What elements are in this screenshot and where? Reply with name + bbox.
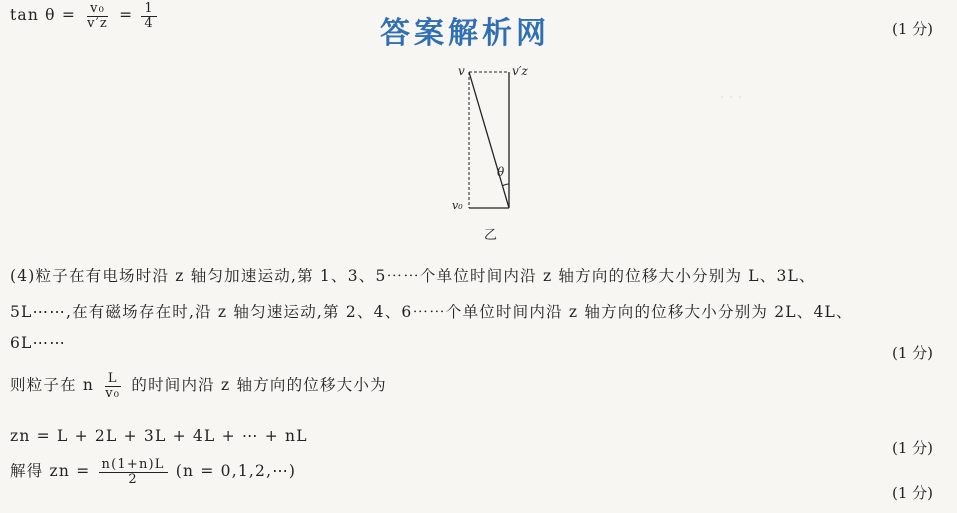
theta-arc	[502, 184, 509, 186]
tan-theta-equation	[10, 2, 159, 30]
label-vz: v′z	[512, 64, 528, 78]
label-theta: θ	[497, 165, 505, 179]
time-fraction	[102, 372, 123, 400]
part4-line-1: (4)粒子在有电场时沿 z 轴匀加速运动,第 1、3、5⋯⋯个单位时间内沿 z 轴方向的位移大小分别为 L、3L、	[10, 267, 816, 285]
score-1: (1 分)	[892, 20, 934, 38]
solution-denominator: 2	[128, 471, 138, 487]
velocity-diagram	[445, 60, 535, 240]
solution-numerator: n(1+n)L	[99, 458, 168, 473]
score-4: (1 分)	[892, 484, 934, 502]
diagram-caption: 乙	[484, 228, 498, 243]
part4-line-2: 5L⋯⋯,在有磁场存在时,沿 z 轴匀速运动,第 2、4、6⋯⋯个单位时间内沿 z 轴方向的位移大小分别为 2L、4L、	[10, 303, 853, 321]
v-vector	[469, 72, 509, 208]
sum-equation: zn = L + 2L + 3L + 4L + ⋯ + nL	[10, 427, 308, 445]
score-3: (1 分)	[892, 439, 934, 457]
label-v0: v₀	[452, 199, 463, 212]
eq-equals: =	[119, 6, 134, 25]
result-fraction	[141, 2, 156, 30]
score-2: (1 分)	[892, 344, 934, 362]
time-numerator: L	[105, 372, 121, 387]
result-numerator: 1	[141, 2, 156, 17]
label-v: v	[458, 64, 465, 78]
solve-prefix: 解得 zn =	[10, 462, 91, 481]
fraction-numerator: v₀	[87, 2, 108, 17]
bleed-through-text: · · ·	[720, 90, 743, 106]
eq-prefix: tan θ =	[10, 6, 77, 25]
watermark-text: 答案解析网	[380, 16, 550, 51]
part4-line-3: 6L⋯⋯	[10, 334, 66, 352]
fraction-denominator: v′z	[87, 15, 108, 31]
solution-equation	[10, 458, 296, 486]
solution-fraction	[99, 458, 168, 486]
then-statement	[10, 372, 387, 400]
velocity-fraction	[84, 2, 111, 30]
result-denominator: 4	[144, 15, 154, 31]
then-prefix: 则粒子在 n	[10, 376, 95, 395]
solve-suffix: (n = 0,1,2,⋯)	[175, 462, 297, 481]
time-denominator: v₀	[105, 385, 121, 401]
then-suffix: 的时间内沿 z 轴方向的位移大小为	[131, 376, 387, 395]
